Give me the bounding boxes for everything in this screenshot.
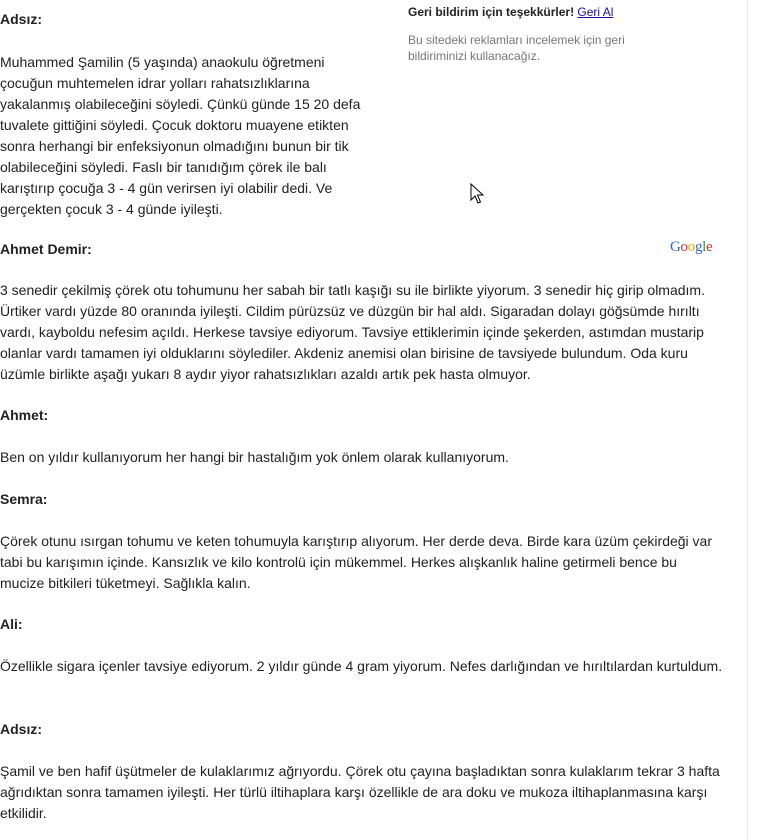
comment-text-5: Özellikle sigara içenler tavsiye ediyorum. 2 yıldır günde 4 gram yiyorum. Nefes darlığından ve hırıltılardan kurtuldum. — [0, 658, 723, 674]
comment-text-2: 3 senedir çekilmiş çörek otu tohumunu her sabah bir tatlı kaşığı su ile birlikte yiyorum. 3 senedir hiç girip olmadım. Ürtiker vardı yüzde 80 oranında iyileşti. Cildim pürüzsüz ve düzgün bir hal aldı. Sigaradan dolayı göğsümde hırıltı vardı, kayboldu nefesim açıldı. Herkese tavsiye ediyorum. Tavsiye ettiklerimin içinde şekerden, astımdan mustarip olanlar vardı tamamen iyi olduklarını söylediler. Akdeniz anemisi olan birisine de tavsiyede bulundum. Oda kuru üzümle birlikte aşağı yukarı 8 aydır yiyor rahatsızlıkları azaldı artık pek hasta olmuyor. — [0, 282, 705, 382]
mouse-pointer-icon — [470, 183, 484, 205]
comment-author-6: Adsız: — [0, 721, 42, 737]
scrollbar-divider — [747, 0, 748, 840]
comment-author-1: Adsız: — [0, 11, 42, 27]
google-logo-letter: o — [680, 239, 688, 255]
ad-feedback-box — [408, 4, 678, 64]
comment-text-3: Ben on yıldır kullanıyorum her hangi bir hastalığım yok önlem olarak kullanıyorum. — [0, 449, 509, 465]
ad-feedback-title-line — [408, 4, 678, 21]
ad-feedback-title: Geri bildirim için teşekkürler! — [408, 5, 575, 19]
google-logo-letter: G — [670, 239, 681, 255]
comment-text-6: Şamil ve ben hafif üşütmeler de kulaklarımız ağrıyordu. Çörek otu çayına başladıktan sonra kulaklarım tekrar 3 hafta ağrıdıktan sonra tamamen iyileşti. Her türlü iltihaplara karşı özellikle de ara doku ve mukoza iltihaplanmasına karşı etkilidir. — [0, 763, 720, 821]
comment-author-4: Semra: — [0, 491, 48, 507]
google-logo-letter: o — [687, 239, 695, 255]
comment-author-3: Ahmet: — [0, 407, 49, 423]
comment-text-1: Muhammed Şamilin (5 yaşında) anaokulu öğretmeni çocuğun muhtemelen idrar yolları rahatsızlıklarına yakalanmış olabileceğini söyledi. Çünkü günde 15 20 defa tuvalete gittiğini söyledi. Çocuk doktoru muayene etikten sonra herhangi bir enfeksiyonun olmadığını bunun bir tik olabileceğini söyledi. Faslı bir tanıdığım çörek ile balı karıştırıp çocuğa 3 - 4 gün verirsen iyi olabilir dedi. Ve gerçekten çocuk 3 - 4 günde iyileşti. — [0, 54, 361, 217]
comment-text-4: Çörek otunu ısırgan tohumu ve keten tohumuyla karıştırıp alıyorum. Her derde deva. Birde kara üzüm çekirdeği var tabi bu karışımın içinde. Kansızlık ve kilo kontrolü için mükemmel. Herkes alışkanlık haline getirmeli bence bu mucize bitkileri tüketmeyi. Sağlıkla kalın. — [0, 533, 713, 591]
comment-author-5: Ali: — [0, 616, 23, 632]
google-logo — [670, 238, 712, 256]
ad-feedback-note: Bu sitedeki reklamları incelemek için geri bildiriminizi kullanacağız. — [408, 33, 625, 63]
undo-link[interactable]: Geri Al — [577, 5, 614, 19]
google-logo-letter: g — [694, 239, 703, 255]
google-logo-letter: l — [702, 239, 707, 255]
google-logo-letter: e — [706, 239, 713, 255]
comment-author-2: Ahmet Demir: — [0, 241, 92, 257]
